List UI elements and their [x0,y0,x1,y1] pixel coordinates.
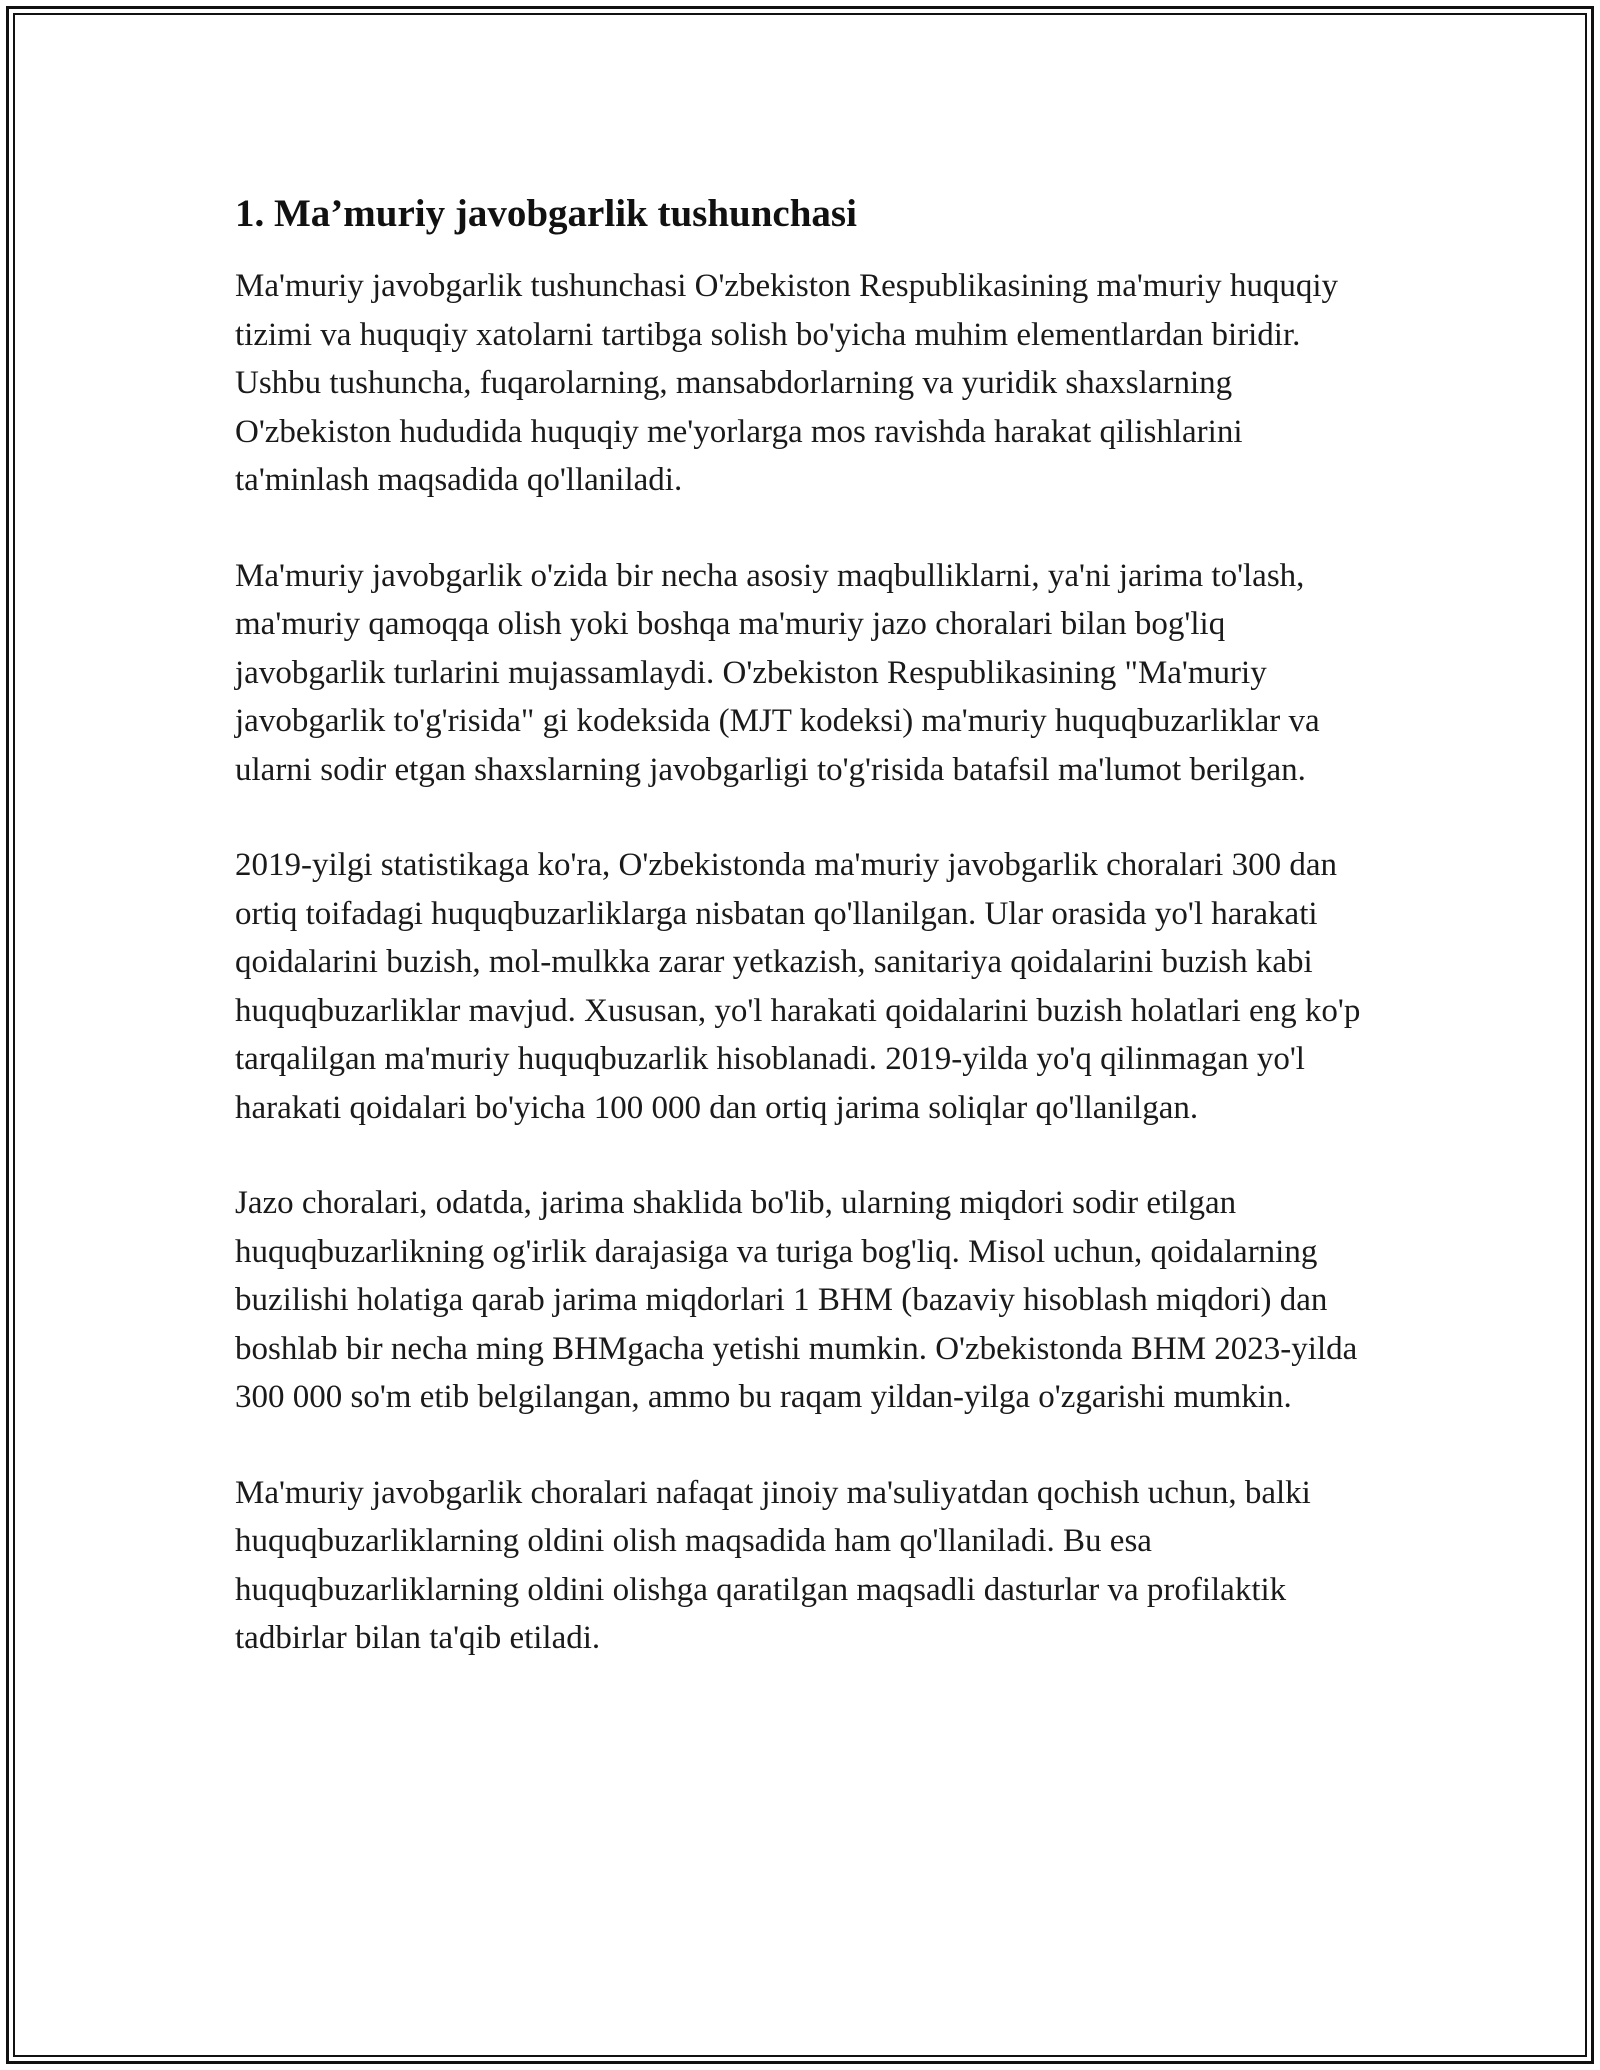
paragraph-1: Ma'muriy javobgarlik tushunchasi O'zbekiston Respublikasining ma'muriy huquqiy tizimi va huquqiy xatolarni tartibga solish bo'yicha muhim elementlardan biridir. Ushbu tushuncha, fuqarolarning, mansabdorlarning va yuridik shaxslarning O'zbekiston hududida huquqiy me'yorlarga mos ravishda harakat qilishlarini ta'minlash maqsadida qo'llaniladi. [235,268,1339,498]
paragraph-4: Jazo choralari, odatda, jarima shaklida bo'lib, ularning miqdori sodir etilgan huquqbuzarlikning og'irlik darajasiga va turiga bog'liq. Misol uchun, qoidalarning buzilishi holatiga qarab jarima miqdorlari 1 BHM (bazaviy hisoblash miqdori) dan boshlab bir necha ming BHMgacha yetishi mumkin. O'zbekistonda BHM 2023-yilda 300 000 so'm etib belgilangan, ammo bu raqam yildan-yilga o'zgarishi mumkin. [235,1185,1358,1415]
paragraph-3: 2019-yilgi statistikaga ko'ra, O'zbekistonda ma'muriy javobgarlik choralari 300 dan ortiq toifadagi huquqbuzarliklarga nisbatan qo'llanilgan. Ular orasida yo'l harakati qoidalarini buzish, mol-mulkka zarar yetkazish, sanitariya qoidalarini buzish kabi huquqbuzarliklar mavjud. Xususan, yo'l harakati qoidalarini buzish holatlari eng ko'p tarqalilgan ma'muriy huquqbuzarlik hisoblanadi. 2019-yilda yo'q qilinmagan yo'l harakati qoidalari bo'yicha 100 000 dan ortiq jarima soliqlar qo'llanilgan. [235,847,1361,1126]
section-heading: 1. Ma’muriy javobgarlik tushunchasi [235,192,857,235]
paragraph-5: Ma'muriy javobgarlik choralari nafaqat jinoiy ma'suliyatdan qochish uchun, balki huquqbuzarliklarning oldini olish maqsadida ham qo'llaniladi. Bu esa huquqbuzarliklarning oldini olishga qaratilgan maqsadli dasturlar va profilaktik tadbirlar bilan ta'qib etiladi. [235,1474,1311,1656]
paragraph-2: Ma'muriy javobgarlik o'zida bir necha asosiy maqbulliklarni, ya'ni jarima to'lash, ma'muriy qamoqqa olish yoki boshqa ma'muriy jazo choralari bilan bog'liq javobgarlik turlarini mujassamlaydi. O'zbekiston Respublikasining "Ma'muriy javobgarlik to'g'risida" gi kodeksida (MJT kodeksi) ma'muriy huquqbuzarliklar va ularni sodir etgan shaxslarning javobgarligi to'g'risida batafsil ma'lumot berilgan. [235,557,1320,788]
document-body [235,188,1375,1710]
